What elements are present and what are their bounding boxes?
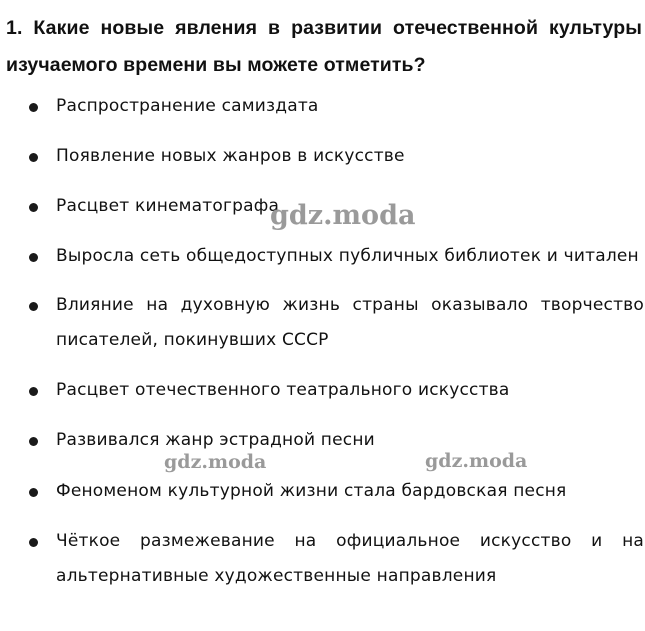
watermark-logo: gdz.moda bbox=[164, 451, 267, 473]
bullet-icon bbox=[29, 103, 38, 112]
bullet-icon bbox=[29, 538, 38, 547]
list-item-text: Расцвет кинематографа bbox=[56, 196, 280, 216]
bullet-icon bbox=[29, 387, 38, 396]
list-item-text: Влияние на духовную жизнь страны оказывало творчество писателей, покинувших СССР bbox=[56, 295, 644, 350]
list-item-text: Чёткое размежевание на официальное искусство и на альтернативные художественные направления bbox=[56, 531, 644, 586]
bullet-icon bbox=[29, 203, 38, 212]
question-heading: 1. Какие новые явления в развитии отечественной культуры изучаемого времени вы можете отметить? bbox=[6, 17, 642, 76]
list-item-text: Развивался жанр эстрадной песни bbox=[56, 430, 375, 450]
bullet-icon bbox=[29, 437, 38, 446]
list-item-text: Феноменом культурной жизни стала бардовская песня bbox=[56, 481, 567, 501]
list-item-text: Выросла сеть общедоступных публичных библиотек и читален bbox=[56, 246, 639, 266]
watermark-logo: gdz.moda bbox=[425, 450, 528, 472]
bullet-icon bbox=[29, 488, 38, 497]
bullet-icon bbox=[29, 253, 38, 262]
watermark-logo: gdz.moda bbox=[270, 200, 416, 231]
list-item-text: Появление новых жанров в искусстве bbox=[56, 146, 405, 166]
bullet-icon bbox=[29, 302, 38, 311]
list-item-text: Расцвет отечественного театрального искусства bbox=[56, 380, 510, 400]
bullet-icon bbox=[29, 153, 38, 162]
list-item-text: Распространение самиздата bbox=[56, 96, 319, 116]
